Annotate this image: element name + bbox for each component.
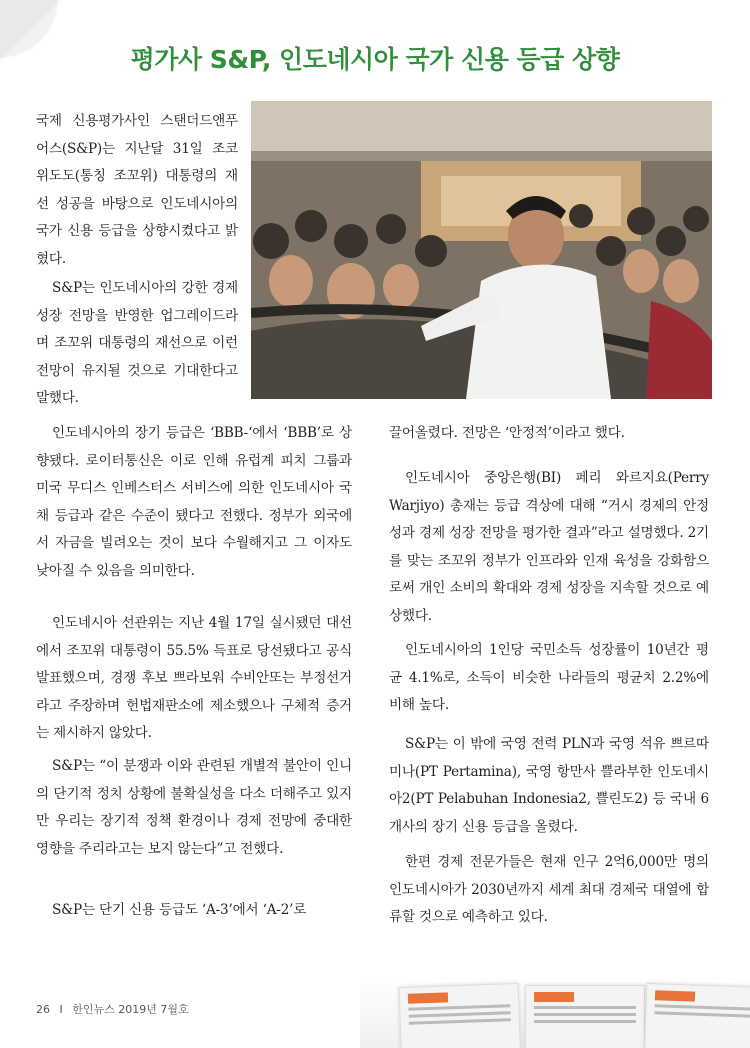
page-footer [36,1001,189,1017]
paragraph-9: 인도네시아의 1인당 국민소득 성장률이 10년간 평균 4.1%로, 소득이 비슷한 나라들의 평균치 2.2%에 비해 높다. [389,642,709,713]
paragraph-8: 인도네시아 중앙은행(BI) 페리 와르지요(Perry Warjiyo) 총재는 등급 격상에 대해 “거시 경제의 안정성과 경제 성장 전망을 평가한 결과”라고 설명했다. 2기를 맞는 조꼬위 정부가 인프라와 인재 육성을 강화함으로써 개인 소비의 확대와 경제 성장을 지속할 것으로 예상했다. [389,470,709,624]
paragraph-6: S&P는 단기 신용 등급도 ‘A-3’에서 ‘A-2’로 [52,902,307,918]
magazine-decoration [360,975,750,1048]
article-photo [251,101,712,399]
page-number: 26 [36,1003,50,1016]
article-title: 평가사 S&P, 인도네시아 국가 신용 등급 상향 [130,45,620,74]
paragraph-7: 끌어올렸다. 전망은 ‘안정적’이라고 했다. [389,425,625,441]
paragraph-3: 인도네시아의 장기 등급은 ‘BBB-‘에서 ‘BBB’로 상향됐다. 로이터통신은 이로 인해 유럽계 피치 그룹과 미국 무디스 인베스터스 서비스에 의한 인도네시아 국채 등급과 같은 수준이 됐다고 전했다. 정부가 외국에서 자금을 빌려오는 것이 보다 수월해지고 그 이자도 낮아질 수 있음을 의미한다. [36,425,352,579]
paragraph-4: 인도네시아 선관위는 지난 4월 17일 실시됐던 대선에서 조꼬위 대통령이 55.5% 득표로 당선됐다고 공식 발표했으며, 경쟁 후보 쁘라보워 수비안또는 부정선거라고 주장하며 헌법재판소에 제소했으나 구체적 증거는 제시하지 않았다. [36,615,352,741]
paragraph-2: S&P는 인도네시아의 강한 경제성장 전망을 반영한 업그레이드라며 조꼬위 대통령의 재선으로 이런 전망이 유지될 것으로 기대한다고 말했다. [36,280,238,406]
paragraph-10: S&P는 이 밖에 국영 전력 PLN과 국영 석유 쁘르따미나(PT Pertamina), 국영 항만사 쁠라부한 인도네시아2(PT Pelabuhan Indonesia2, 쁠린도2) 등 국내 6개사의 장기 신용 등급을 올렸다. [389,736,709,835]
paragraph-1: 국제 신용평가사인 스탠더드앤푸어스(S&P)는 지난달 31일 조코 위도도(통칭 조꼬위) 대통령의 재선 성공을 바탕으로 인도네시아의 국가 신용 등급을 상향시켰다고 밝혔다. [36,113,238,267]
footer-separator: I [59,1003,63,1016]
paragraph-11: 한편 경제 전문가들은 현재 인구 2억6,000만 명의 인도네시아가 2030년까지 세계 최대 경제국 대열에 합류할 것으로 예측하고 있다. [389,854,709,925]
paragraph-5: S&P는 “이 분쟁과 이와 관련된 개별적 불안이 인니의 단기적 정치 상황에 불확실성을 다소 더해주고 있지만 우리는 장기적 정책 환경이나 경제 전망에 중대한 영향을 주리라고는 보지 않는다”고 전했다. [36,758,352,857]
publication-name: 한인뉴스 2019년 7월호 [72,1003,189,1016]
